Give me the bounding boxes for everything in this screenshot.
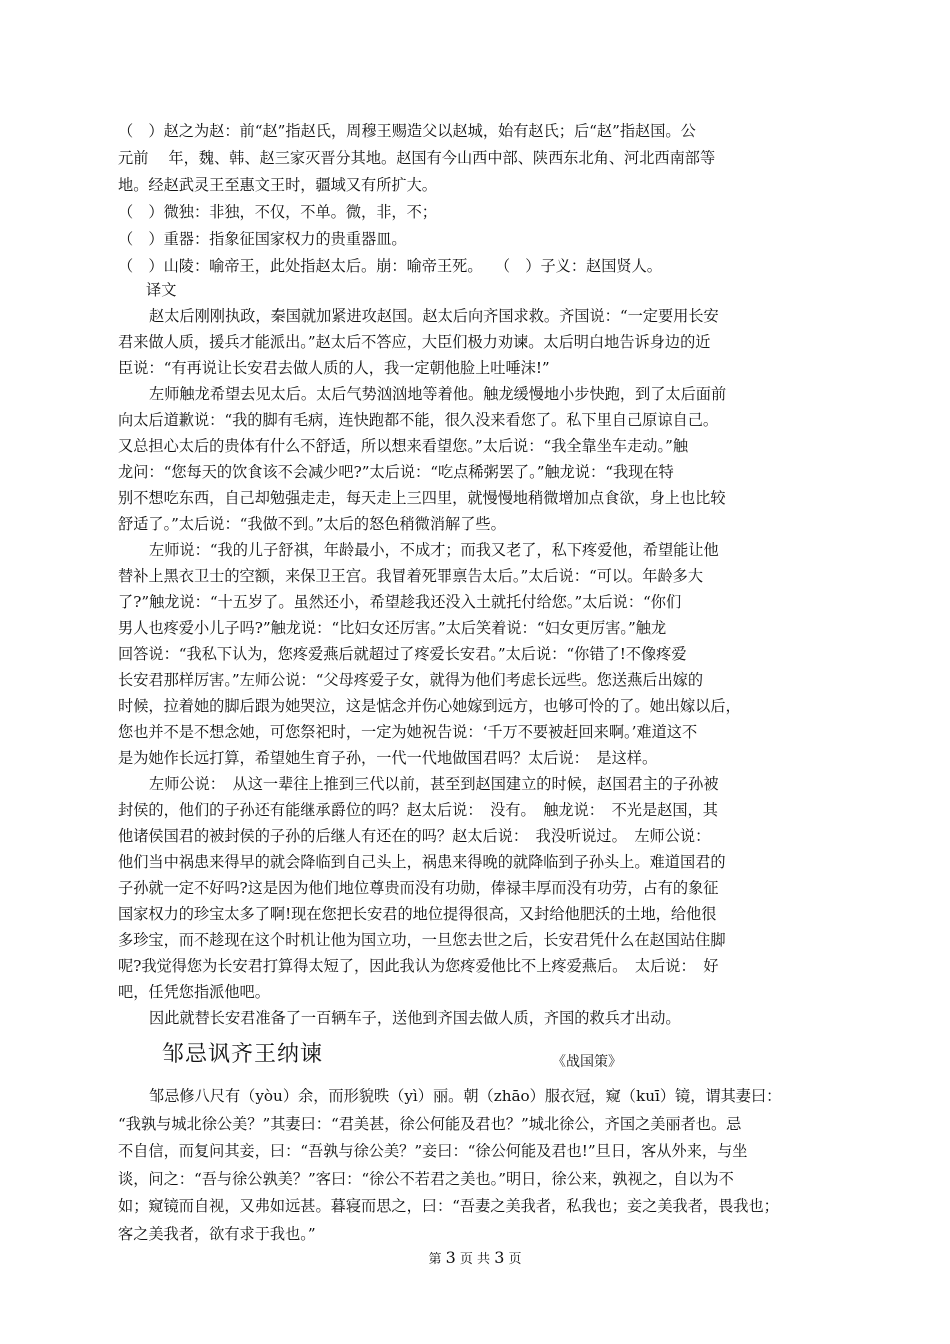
footer-page-number: 3 (445, 1248, 456, 1267)
original-line: 谈，问之：“吾与徐公孰美？”客曰：“徐公不若君之美也。”明日，徐公来，孰视之，自以为不 (118, 1169, 734, 1188)
translation-line: 龙问：“您每天的饮食该不会减少吧?”太后说：“吃点稀粥罢了。”触龙说：“我现在特 (118, 463, 674, 481)
translation-line: 国家权力的珍宝太多了啊!现在您把长安君的地位提得很高，又封给他肥沃的土地，给他很 (118, 905, 717, 923)
note-line: （ ）赵之为赵：前“赵”指赵氏，周穆王赐造父以赵城，始有赵氏；后“赵”指赵国。公 (118, 122, 696, 140)
translation-line: 子孙就一定不好吗?这是因为他们地位尊贵而没有功勋，俸禄丰厚而没有功劳，占有的象征 (118, 879, 719, 897)
article-source: 《战国策》 (552, 1054, 622, 1070)
translation-line: 他们当中祸患来得早的就会降临到自己头上，祸患来得晚的就降临到子孙头上。难道国君的 (118, 853, 726, 871)
original-line: 客之美我者，欲有求于我也。” (118, 1224, 316, 1243)
translation-line: 臣说：“有再说让长安君去做人质的人，我一定朝他脸上吐唾沫!” (118, 359, 550, 377)
notes-section (118, 118, 836, 280)
translation-line: 因此就替长安君准备了一百辆车子，送他到齐国去做人质，齐国的救兵才出动。 (149, 1009, 681, 1027)
translation-line: 赵太后刚刚执政，秦国就加紧进攻赵国。赵太后向齐国求救。齐国说：“一定要用长安 (149, 307, 719, 325)
translation-line: 男人也疼爱小儿子吗?”触龙说：“比妇女还厉害。”太后笑着说：“妇女更厉害。”触龙 (118, 619, 667, 637)
translation-line: 您也并不是不想念她，可您祭祀时，一定为她祝告说：‘千万不要被赶回来啊。’难道这不 (118, 723, 698, 741)
page-footer (0, 1248, 950, 1267)
article-title: 邹忌讽齐王纳谏 (162, 1042, 324, 1067)
translation-line: 君来做人质，援兵才能派出。”赵太后不答应，大臣们极力劝谏。太后明白地告诉身边的近 (118, 333, 711, 351)
translation-line: 左师触龙希望去见太后。太后气势汹汹地等着他。触龙缓慢地小步快跑，到了太后面前 (149, 385, 727, 403)
translation-line: 向太后道歉说：“我的脚有毛病，连快跑都不能，很久没来看您了。私下里自己原谅自己。 (118, 411, 719, 429)
document-page (118, 118, 836, 1248)
original-line: 如；窥镜而自视，又弗如远甚。暮寝而思之，曰：“吾妻之美我者，私我也；妾之美我者，畏我也； (118, 1197, 779, 1215)
translation-line: 多珍宝，而不趁现在这个时机让他为国立功，一旦您去世之后，长安君凭什么在赵国站住脚 (118, 931, 726, 949)
note-line: （ ）重器：指象征国家权力的贵重器皿。 (118, 230, 407, 248)
translation-line: 左师公说： 从这一辈往上推到三代以前，甚至到赵国建立的时候，赵国君主的子孙被 (149, 775, 719, 793)
footer-middle: 页 共 (459, 1252, 491, 1267)
original-line: 邹忌修八尺有（yòu）余，而形貌昳（yì）丽。朝（zhāo）服衣冠，窥（kuī）镜，谓其妻曰： (149, 1087, 782, 1105)
translation-line: 别不想吃东西，自己却勉强走走，每天走上三四里，就慢慢地稍微增加点食欲，身上也比较 (118, 489, 726, 507)
translation-section (118, 303, 836, 1031)
translation-line: 吧，任凭您指派他吧。 (118, 983, 270, 1001)
original-line: 不自信，而复问其妾，曰：“吾孰与徐公美？”妾曰：“徐公何能及君也!”旦日，客从外来，与坐 (118, 1142, 748, 1160)
translation-line: 又总担心太后的贵体有什么不舒适，所以想来看望您。”太后说：“我全靠坐车走动。”触 (118, 437, 689, 455)
note-line: 元前 年，魏、韩、赵三家灭晋分其地。赵国有今山西中部、陕西东北角、河北西南部等 (118, 149, 716, 167)
note-line: （ ）微独：非独，不仅，不单。微，非，不； (118, 203, 437, 221)
translation-line: 舒适了。”太后说：“我做不到。”太后的怒色稍微消解了些。 (118, 515, 506, 533)
translation-line: 呢?我觉得您为长安君打算得太短了，因此我认为您疼爱他比不上疼爱燕后。 太后说： 好 (118, 957, 719, 975)
translation-line: 时候，拉着她的脚后跟为她哭泣，这是惦念并伤心她嫁到远方，也够可怜的了。她出嫁以后， (118, 697, 741, 715)
article-header (118, 1033, 836, 1079)
note-line: 地。经赵武灵王至惠文王时，疆域又有所扩大。 (118, 176, 437, 194)
translation-line: 他诸侯国君的被封侯的子孙的后继人有还在的吗？赵太后说： 我没听说过。 左师公说： (118, 827, 711, 845)
footer-suffix: 页 (508, 1252, 522, 1267)
translation-line: 封侯的，他们的子孙还有能继承爵位的吗？赵太后说： 没有。 触龙说： 不光是赵国，其 (118, 801, 718, 819)
footer-prefix: 第 (428, 1252, 442, 1267)
translation-line: 左师说：“我的儿子舒祺，年龄最小，不成才；而我又老了，私下疼爱他，希望能让他 (149, 541, 719, 559)
translation-line: 替补上黑衣卫士的空额，来保卫王宫。我冒着死罪禀告太后。”太后说：“可以。年龄多大 (118, 567, 704, 585)
translation-line: 了?”触龙说：“十五岁了。虽然还小，希望趁我还没入土就托付给您。”太后说：“你们 (118, 593, 682, 611)
original-text-section (118, 1083, 836, 1248)
translation-line: 回答说：“我私下认为，您疼爱燕后就超过了疼爱长安君。”太后说：“你错了!不像疼爱 (118, 645, 687, 663)
translation-line: 是为她作长远打算，希望她生育子孙，一代一代地做国君吗？太后说： 是这样。 (118, 749, 658, 767)
translation-line: 长安君那样厉害。”左师公说：“父母疼爱子女，就得为他们考虑长远些。您送燕后出嫁的 (118, 671, 704, 689)
translation-heading: 译文 (146, 281, 177, 299)
original-line: “我孰与城北徐公美？”其妻曰：“君美甚，徐公何能及君也？”城北徐公，齐国之美丽者也。忌 (118, 1114, 742, 1133)
note-line: （ ）山陵：喻帝王，此处指赵太后。崩：喻帝王死。 （ ）子义：赵国贤人。 (118, 257, 662, 275)
footer-total-pages: 3 (494, 1248, 505, 1267)
